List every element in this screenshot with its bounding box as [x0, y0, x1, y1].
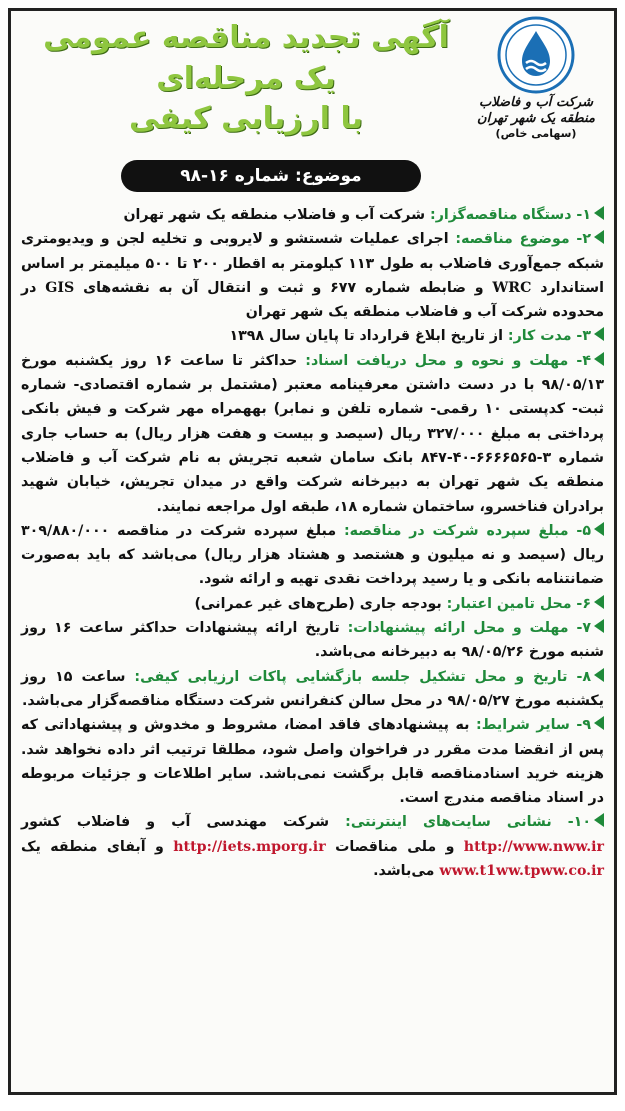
- item-text: حداکثر تا ساعت ۱۶ روز یکشنبه مورخ ۹۸/۰۵/۱۳ با در دست داشتن معرفینامه معتبر (مشتمل بر شماره اقتصادی- شماره ثبت- کدپستی ۱۰ رقمی- شماره تلفن و نمابر) بههمراه مهر شرکت و فیش بانکی پرداختی به مبلغ ۳۲۷/۰۰۰ ریال (سیصد و بیست و هفت هزار ریال) به حساب جاری شماره ۳-۶۶۶۶۵۶۵-۴۰-۸۴۷ بانک سامان شعبه تجریش به نام شرکت آب و فاضلاب منطقه یک شهر تهران به دبیرخانه شرکت واقع در میدان تجریش، خیابان شهید برادران فناخسرو، ساختمان شماره ۱۸، طبقه اول مراجعه نمایند.: [21, 352, 604, 515]
- item-text: و ضابطه شماره ۶۷۷ و ثبت و انتقال آن به نقشه‌های: [74, 279, 493, 296]
- triangle-bullet-icon: [594, 716, 604, 730]
- item-heading: ۱۰- نشانی سایت‌های اینترنتی:: [345, 814, 591, 831]
- tender-advertisement: [8, 8, 617, 1095]
- title-line-2: یک مرحله‌ای: [156, 61, 336, 96]
- company-name-line-2: منطقه یک شهر تهران: [477, 111, 595, 126]
- item-text: ساعت ۱۵ روز یکشنبه مورخ ۹۸/۰۵/۲۷ در محل سالن کنفرانس شرکت دستگاه مناقصه‌گزار می‌باشد.: [21, 668, 604, 709]
- item-1: [21, 203, 604, 227]
- iets-website-link[interactable]: http://iets.mporg.ir: [173, 838, 326, 855]
- item-7: [21, 616, 604, 665]
- item-3: [21, 324, 604, 348]
- item-10: [21, 810, 604, 883]
- item-heading: ۶- محل تامین اعتبار:: [446, 595, 591, 612]
- item-8: [21, 665, 604, 714]
- item-heading: ۸- تاریخ و محل تشکیل جلسه بازگشایی پاکات ارزیابی کیفی:: [134, 668, 592, 685]
- triangle-bullet-icon: [594, 813, 604, 827]
- triangle-bullet-icon: [594, 619, 604, 633]
- t1ww-website-link[interactable]: www.t1ww.tpww.co.ir: [439, 863, 604, 880]
- item-text: به پیشنهادهای فاقد امضا، مشروط و مخدوش و پیشنهاداتی که پس از انقضا مدت مقرر در فراخوان واصل شود، مطلقا ترتیب اثر داده نخواهد شد. هزینه خرید اسنادمناقصه قابل برگشت نمی‌باشد. سایر اطلاعات و جزئیات مربوطه در اسناد مناقصه مندرج است.: [21, 717, 604, 807]
- item-text: تاریخ ارائه پیشنهادات حداکثر ساعت ۱۶ روز شنبه مورخ ۹۸/۰۵/۲۶ به دبیرخانه می‌باشد.: [21, 620, 604, 661]
- item-text: شرکت مهندسی آب و فاضلاب کشور: [21, 814, 346, 831]
- company-type: (سهامی خاص): [495, 127, 577, 140]
- item-text: شرکت آب و فاضلاب منطقه یک شهر تهران: [123, 207, 431, 223]
- item-5: [21, 519, 604, 592]
- triangle-bullet-icon: [594, 327, 604, 341]
- item-text: در محدوده شرکت آب و فاضلاب منطقه یک شهر تهران: [21, 279, 604, 321]
- triangle-bullet-icon: [594, 352, 604, 366]
- triangle-bullet-icon: [594, 668, 604, 682]
- title-block: [31, 17, 461, 139]
- subject-badge: موضوع: شماره ۱۶-۹۸: [121, 160, 421, 192]
- triangle-bullet-icon: [594, 595, 604, 609]
- item-heading: ۲- موضوع مناقصه:: [455, 231, 591, 248]
- company-logo-block: [466, 15, 606, 163]
- tender-body: [21, 203, 604, 1086]
- water-drop-logo-icon: [496, 15, 576, 95]
- item-heading: ۷- مهلت و محل ارائه پیشنهادات:: [347, 620, 592, 637]
- item-6: [21, 592, 604, 616]
- triangle-bullet-icon: [594, 230, 604, 244]
- item-text: اجرای عملیات شستشو و لایروبی و تخلیه لجن و ویدیومتری شبکه جمع‌آوری فاضلاب به طول ۱۱۳ کیلومتر به اقطار ۲۰۰ تا ۵۰۰ میلیمتر بر اساس استاندارد: [21, 231, 604, 296]
- nww-website-link[interactable]: http://www.nww.ir: [463, 838, 605, 855]
- item-heading: ۳- مدت کار:: [507, 328, 591, 345]
- item-9: [21, 713, 604, 810]
- wrc-code: WRC: [492, 279, 532, 296]
- item-heading: ۹- سایر شرایط:: [476, 717, 591, 734]
- item-4: [21, 349, 604, 519]
- header: [11, 11, 614, 186]
- gis-code: GIS: [45, 279, 75, 296]
- item-text: و آبفای منطقه یک: [21, 838, 174, 855]
- item-text: بودجه جاری (طرح‌های غیر عمرانی): [194, 595, 447, 612]
- item-text: از تاریخ ابلاغ قرارداد تا پایان سال ۱۳۹۸: [229, 328, 508, 345]
- triangle-bullet-icon: [594, 522, 604, 536]
- item-heading: ۴- مهلت و نحوه و محل دریافت اسناد:: [305, 352, 591, 369]
- item-text: می‌باشد.: [373, 863, 440, 880]
- item-text: مبلغ سپرده شرکت در مناقصه ۳۰۹/۸۸۰/۰۰۰ ریال (سیصد و نه میلیون و هشتصد و هشتاد هزار ریال) می‌باشد که باید به‌صورت ضمانتنامه بانکی و یا رسید پرداخت نقدی تهیه و ارائه شود.: [21, 522, 604, 588]
- item-heading: ۵- مبلغ سپرده شرکت در مناقصه:: [343, 522, 591, 539]
- item-text: و ملی مناقصات: [325, 838, 464, 855]
- item-heading: ۱- دستگاه مناقصه‌گزار:: [430, 207, 591, 223]
- item-2: [21, 227, 604, 324]
- title-line-1: آگهی تجدید مناقصه عمومی: [43, 20, 449, 55]
- title-line-3: با ارزیابی کیفی: [128, 101, 364, 136]
- company-name-line-1: شرکت آب و فاضلاب: [479, 95, 593, 110]
- triangle-bullet-icon: [594, 206, 604, 220]
